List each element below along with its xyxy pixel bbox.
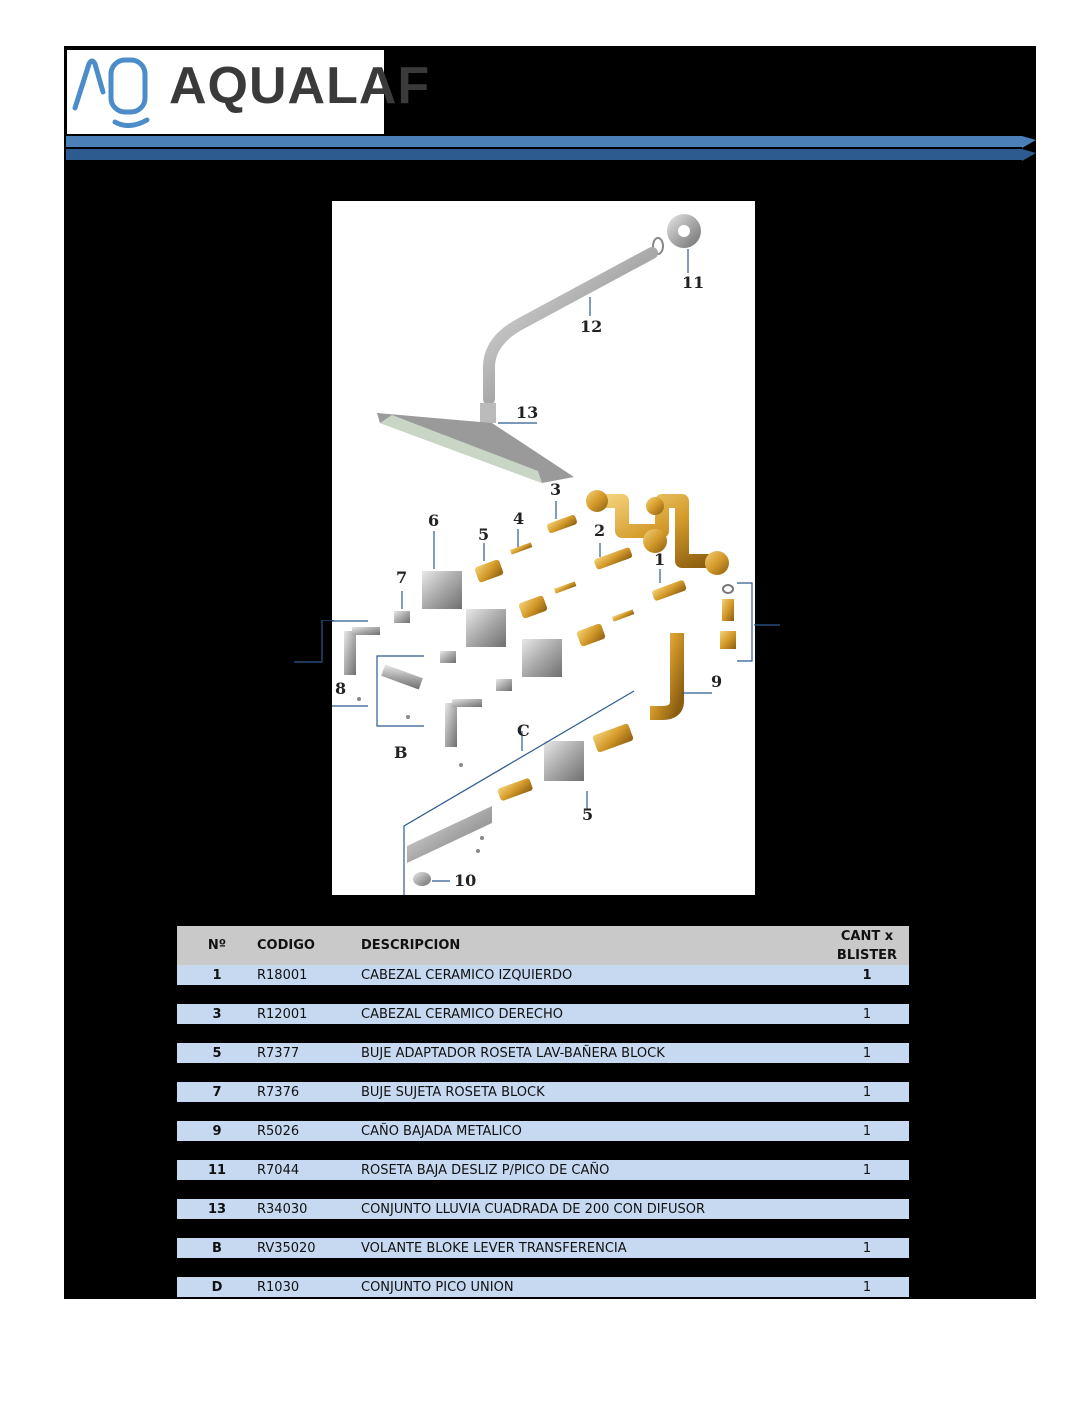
parts-table (177, 926, 909, 1297)
cell-desc: VOLANTE BLOKE LEVER TRANSFERENCIA (361, 1238, 825, 1258)
cell-qty: 1 (825, 1121, 909, 1141)
cell-qty: 1 (825, 1160, 909, 1180)
cell-qty (825, 1199, 909, 1219)
cell-desc: CAÑO BAJADA METALICO (361, 1121, 825, 1141)
header-bar-arrow-icon (1022, 136, 1036, 162)
callout-8: 8 (335, 679, 347, 698)
callout-1: 1 (654, 550, 666, 569)
callout-3: 3 (550, 480, 562, 499)
callout-c: C (517, 721, 530, 740)
table-row (177, 1043, 909, 1063)
cell-num: D (177, 1277, 257, 1297)
cell-code: R5026 (257, 1121, 361, 1141)
cell-desc: ROSETA BAJA DESLIZ P/PICO DE CAÑO (361, 1160, 825, 1180)
cell-code: R12001 (257, 1004, 361, 1024)
logo-wordmark: AQUALAF (169, 57, 431, 115)
cell-code: R18001 (257, 965, 361, 985)
cell-code: R1030 (257, 1277, 361, 1297)
table-spacer (177, 1219, 909, 1238)
callout-4: 4 (513, 509, 525, 528)
cell-desc: CABEZAL CERAMICO IZQUIERDO (361, 965, 825, 985)
header-num: Nº (177, 926, 257, 965)
parts-illustration (332, 201, 755, 895)
cell-num: 3 (177, 1004, 257, 1024)
table-row (177, 1082, 909, 1102)
table-spacer (177, 1180, 909, 1199)
bracket-line-right (754, 620, 784, 630)
cell-qty: 1 (825, 1238, 909, 1258)
callout-11: 11 (682, 273, 705, 292)
callout-9: 9 (711, 672, 723, 691)
table-row (177, 1199, 909, 1219)
table-header-row (177, 926, 909, 965)
cell-code: R7377 (257, 1043, 361, 1063)
cell-desc: CONJUNTO PICO UNION (361, 1277, 825, 1297)
callout-b: B (394, 743, 408, 762)
cell-desc: CONJUNTO LLUVIA CUADRADA DE 200 CON DIFUSOR (361, 1199, 825, 1219)
table-row (177, 1238, 909, 1258)
exploded-parts-diagram (332, 201, 755, 895)
cell-num: B (177, 1238, 257, 1258)
table-row (177, 1121, 909, 1141)
cell-num: 1 (177, 965, 257, 985)
table-row (177, 1277, 909, 1297)
table-row (177, 965, 909, 985)
header-code: CODIGO (257, 926, 361, 965)
table-spacer (177, 1141, 909, 1160)
cell-qty: 1 (825, 1004, 909, 1024)
table-spacer (177, 985, 909, 1004)
callout-13: 13 (516, 403, 539, 422)
header-qty-line2: BLISTER (836, 947, 898, 963)
callout-7: 7 (396, 568, 408, 587)
callout-6: 6 (428, 511, 440, 530)
cell-qty: 1 (825, 965, 909, 985)
cell-desc: BUJE SUJETA ROSETA BLOCK (361, 1082, 825, 1102)
table-spacer (177, 1258, 909, 1277)
table-row (177, 1160, 909, 1180)
cell-qty: 1 (825, 1277, 909, 1297)
aqualaf-logo-icon (67, 50, 167, 134)
bracket-line-left (294, 620, 334, 665)
callout-5-spout: 5 (582, 805, 594, 824)
header-bar-top (66, 136, 1022, 147)
table-spacer (177, 1102, 909, 1121)
cell-desc: BUJE ADAPTADOR ROSETA LAV-BAÑERA BLOCK (361, 1043, 825, 1063)
cell-code: RV35020 (257, 1238, 361, 1258)
callout-2: 2 (594, 521, 606, 540)
callout-5: 5 (478, 525, 490, 544)
cell-num: 7 (177, 1082, 257, 1102)
header-bar-bottom (66, 149, 1022, 160)
cell-num: 9 (177, 1121, 257, 1141)
table-row (177, 1004, 909, 1024)
header-qty (825, 926, 909, 965)
cell-num: 11 (177, 1160, 257, 1180)
table-spacer (177, 1024, 909, 1043)
brand-logo (67, 50, 431, 134)
cell-qty: 1 (825, 1043, 909, 1063)
callout-12: 12 (580, 317, 603, 336)
callout-10: 10 (454, 871, 477, 890)
cell-num: 13 (177, 1199, 257, 1219)
cell-desc: CABEZAL CERAMICO DERECHO (361, 1004, 825, 1024)
cell-code: R7044 (257, 1160, 361, 1180)
cell-code: R34030 (257, 1199, 361, 1219)
cell-code: R7376 (257, 1082, 361, 1102)
header-qty-line1: CANT x (840, 928, 894, 944)
table-spacer (177, 1063, 909, 1082)
cell-num: 5 (177, 1043, 257, 1063)
cell-qty: 1 (825, 1082, 909, 1102)
header-desc: DESCRIPCION (361, 926, 825, 965)
